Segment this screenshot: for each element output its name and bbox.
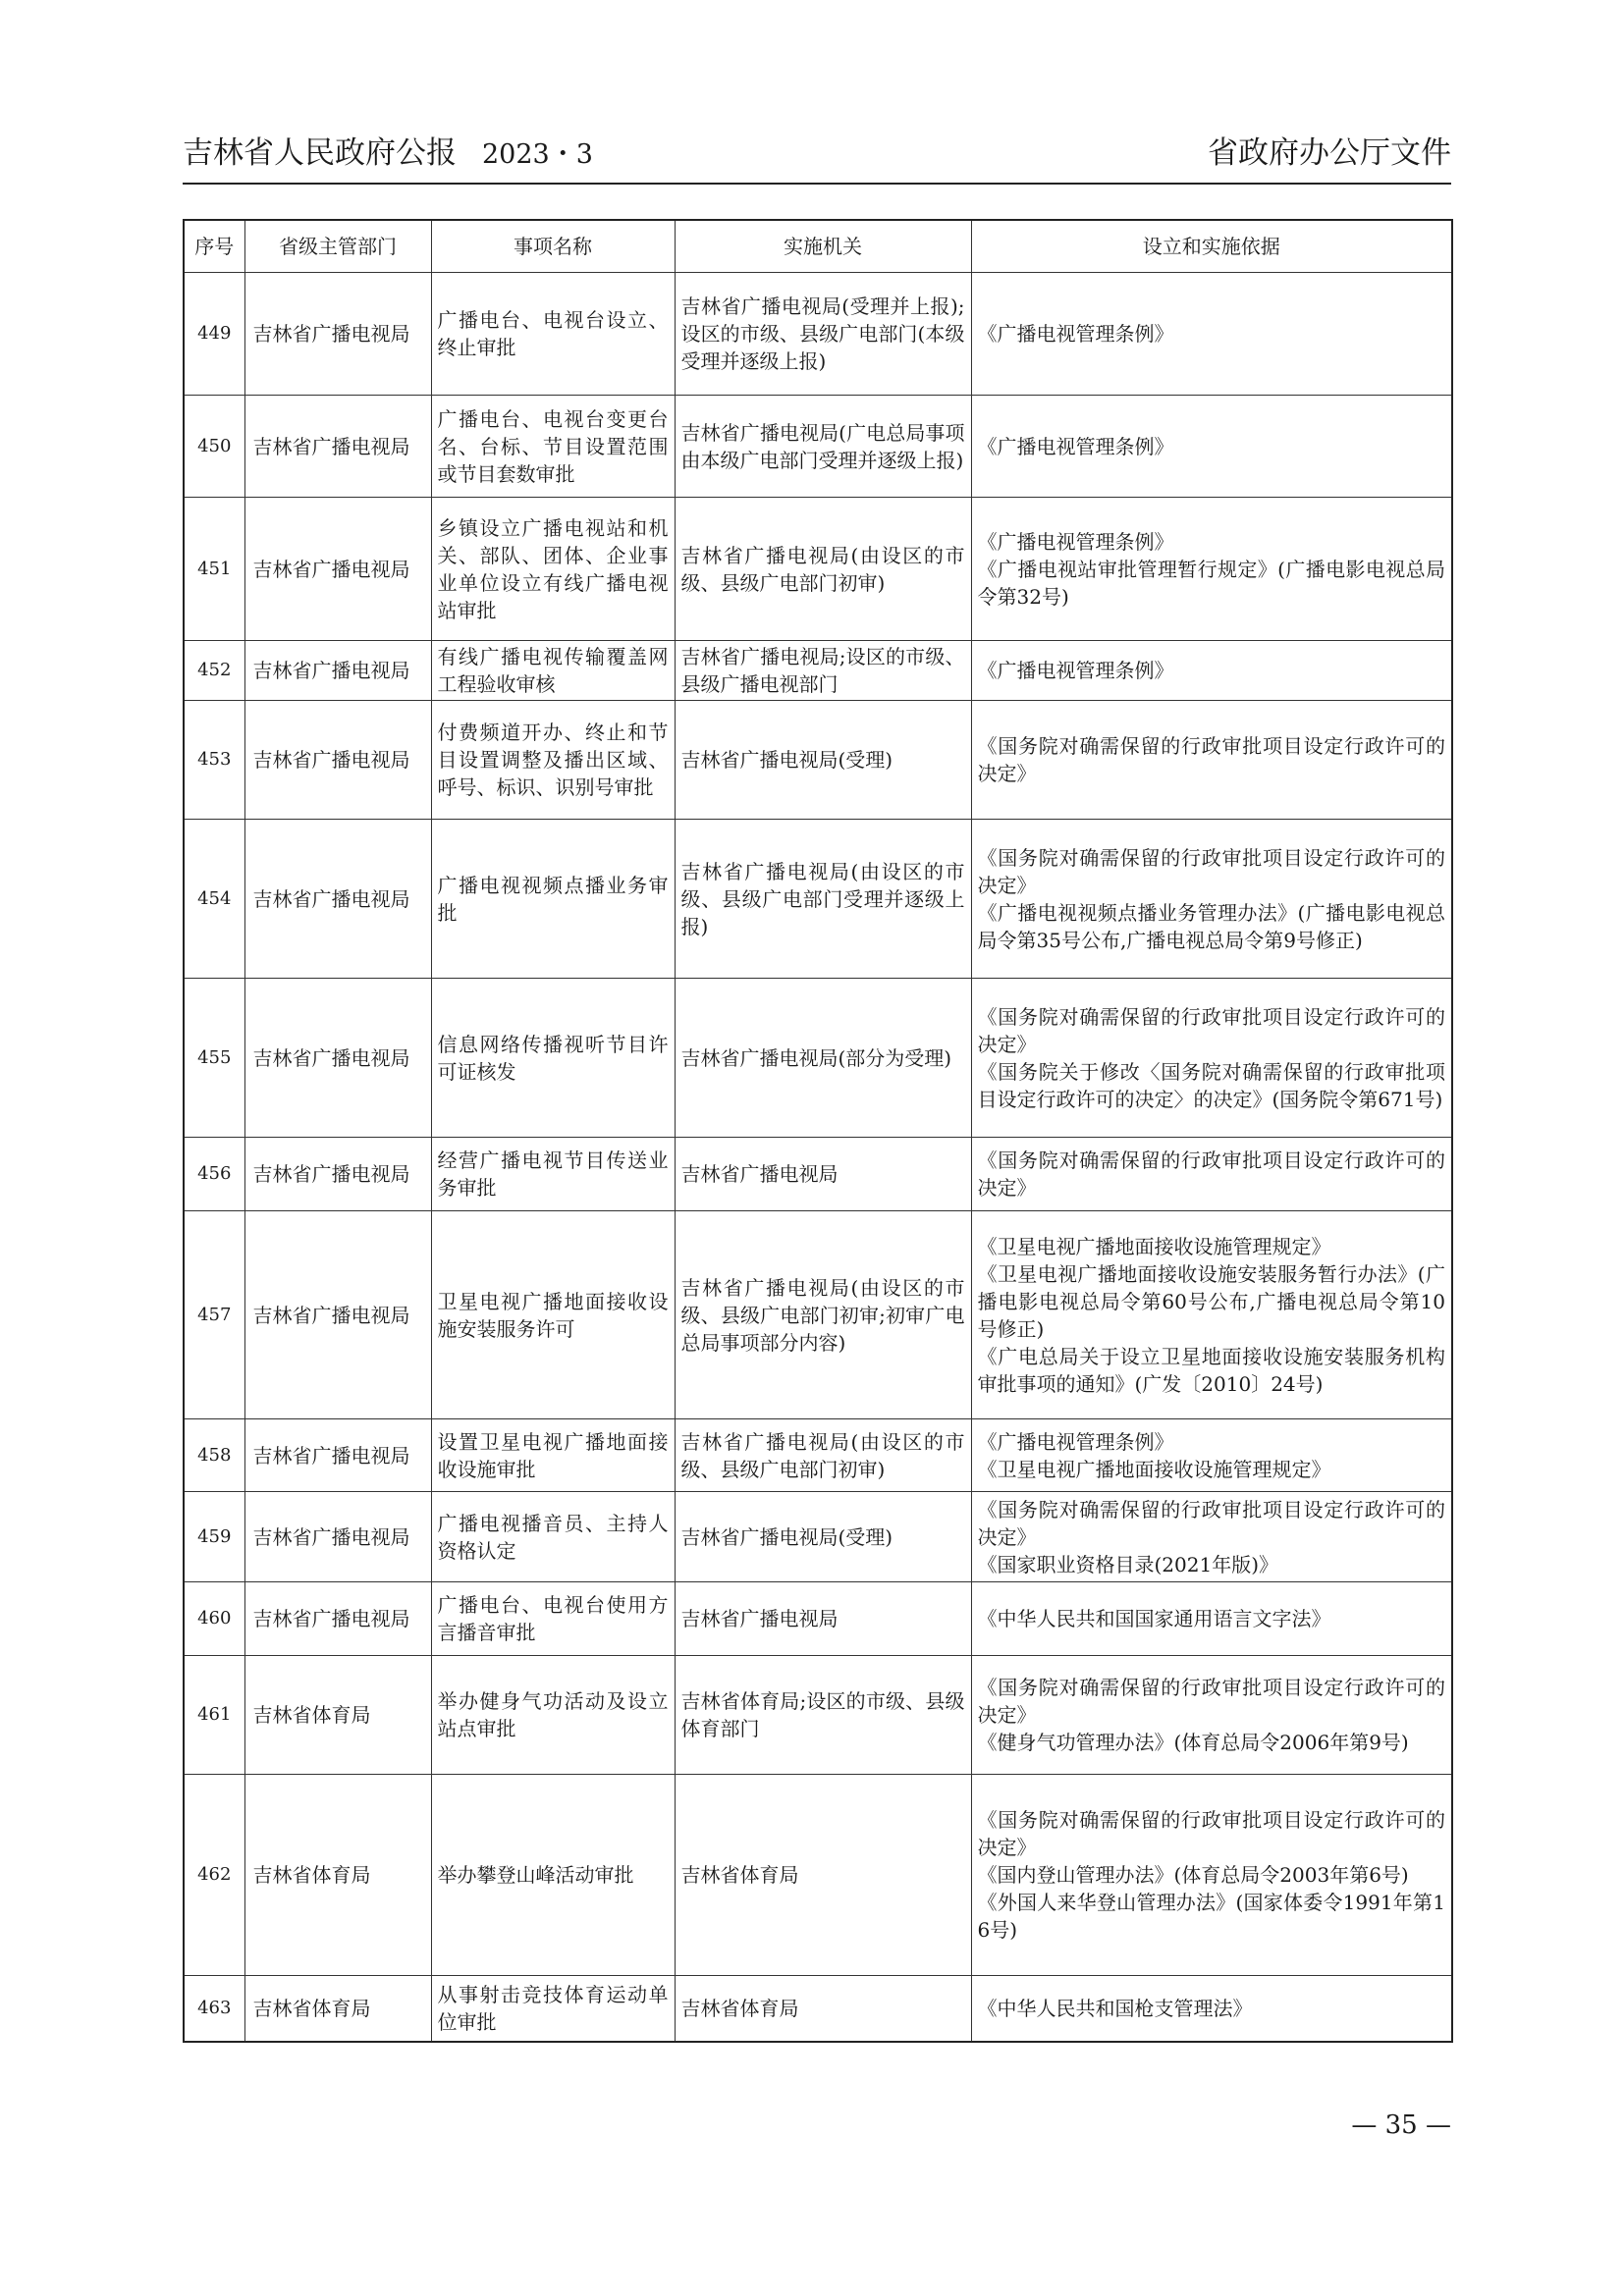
column-header-org: 实施机关 [675,220,971,273]
item-name-cell: 卫星电视广播地面接收设施安装服务许可 [431,1211,675,1419]
table-header-row [184,220,1452,273]
item-name-cell: 有线广播电视传输覆盖网工程验收审核 [431,641,675,701]
department-cell: 吉林省广播电视局 [244,1138,431,1211]
department-cell: 吉林省广播电视局 [244,498,431,641]
legal-basis-cell [971,273,1452,396]
row-number-cell: 449 [184,273,244,396]
column-header-basis: 设立和实施依据 [971,220,1452,273]
department-cell: 吉林省广播电视局 [244,1419,431,1492]
legal-basis-line: 《广播电视管理条例》 [977,1429,1174,1454]
table-body [184,273,1452,2042]
header-rule [183,183,1451,185]
approval-items-table-wrap [183,219,1451,2043]
department-cell: 吉林省广播电视局 [244,641,431,701]
item-name-cell: 乡镇设立广播电视站和机关、部队、团体、企业事业单位设立有线广播电视站审批 [431,498,675,641]
row-number-cell: 460 [184,1582,244,1656]
table-row [184,820,1452,979]
implementing-agency-cell: 吉林省广播电视局(由设区的市级、县级广电部门受理并逐级上报) [675,820,971,979]
approval-items-table [183,219,1453,2043]
legal-basis-line: 《国务院对确需保留的行政审批项目设定行政许可的决定》 [977,1808,1445,1859]
legal-basis-cell [971,1656,1452,1775]
item-name-cell: 从事射击竞技体育运动单位审批 [431,1976,675,2042]
legal-basis-line: 《卫星电视广播地面接收设施管理规定》 [977,1457,1331,1481]
implementing-agency-cell: 吉林省体育局;设区的市级、县级体育部门 [675,1656,971,1775]
item-name-cell: 设置卫星电视广播地面接收设施审批 [431,1419,675,1492]
item-name-cell: 举办攀登山峰活动审批 [431,1775,675,1976]
row-number-cell: 455 [184,979,244,1138]
legal-basis-line: 《国内登山管理办法》(体育总局令2003年第6号) [977,1863,1409,1887]
table-row [184,273,1452,396]
item-name-cell: 广播电台、电视台变更台名、台标、节目设置范围或节目套数审批 [431,396,675,498]
legal-basis-line: 《广播电视视频点播业务管理办法》(广播电影电视总局令第35号公布,广播电视总局令第9号修正) [977,900,1445,952]
issue-number: 2023・3 [482,139,593,170]
column-header-name: 事项名称 [431,220,675,273]
row-number-cell: 451 [184,498,244,641]
legal-basis-line: 《广播电视管理条例》 [977,529,1174,554]
department-cell: 吉林省广播电视局 [244,979,431,1138]
legal-basis-cell [971,498,1452,641]
department-cell: 吉林省体育局 [244,1976,431,2042]
table-row [184,979,1452,1138]
item-name-cell: 广播电台、电视台使用方言播音审批 [431,1582,675,1656]
legal-basis-line: 《卫星电视广播地面接收设施安装服务暂行办法》(广播电影电视总局令第60号公布,广播电视总局令第10号修正) [977,1261,1445,1341]
legal-basis-line: 《中华人民共和国国家通用语言文字法》 [977,1607,1331,1630]
table-row [184,1582,1452,1656]
row-number-cell: 463 [184,1976,244,2042]
legal-basis-cell [971,820,1452,979]
implementing-agency-cell: 吉林省体育局 [675,1775,971,1976]
department-cell: 吉林省体育局 [244,1656,431,1775]
table-row [184,1138,1452,1211]
item-name-cell: 广播电台、电视台设立、终止审批 [431,273,675,396]
legal-basis-cell [971,1976,1452,2042]
legal-basis-cell [971,641,1452,701]
legal-basis-cell [971,1492,1452,1582]
implementing-agency-cell: 吉林省广播电视局(由设区的市级、县级广电部门初审) [675,1419,971,1492]
implementing-agency-cell: 吉林省广播电视局(广电总局事项由本级广电部门受理并逐级上报) [675,396,971,498]
item-name-cell: 信息网络传播视听节目许可证核发 [431,979,675,1138]
legal-basis-line: 《广电总局关于设立卫星地面接收设施安装服务机构审批事项的通知》(广发〔2010〕24号) [977,1344,1445,1396]
legal-basis-line: 《国务院关于修改〈国务院对确需保留的行政审批项目设定行政许可的决定〉的决定》(国务院令第671号) [977,1059,1445,1111]
table-row [184,701,1452,820]
row-number-cell: 462 [184,1775,244,1976]
legal-basis-cell [971,1419,1452,1492]
header-section: 省政府办公厅文件 [1208,135,1451,171]
implementing-agency-cell: 吉林省广播电视局 [675,1138,971,1211]
page-number: — 35 — [1351,2110,1451,2140]
row-number-cell: 456 [184,1138,244,1211]
legal-basis-line: 《中华人民共和国枪支管理法》 [977,1996,1253,2020]
legal-basis-line: 《国务院对确需保留的行政审批项目设定行政许可的决定》 [977,845,1445,897]
department-cell: 吉林省广播电视局 [244,1492,431,1582]
legal-basis-line: 《广播电视管理条例》 [977,659,1174,682]
table-row [184,396,1452,498]
department-cell: 吉林省体育局 [244,1775,431,1976]
header-publication [183,128,593,172]
row-number-cell: 450 [184,396,244,498]
implementing-agency-cell: 吉林省广播电视局(受理) [675,701,971,820]
row-number-cell: 457 [184,1211,244,1419]
department-cell: 吉林省广播电视局 [244,1582,431,1656]
legal-basis-line: 《广播电视管理条例》 [977,434,1174,458]
legal-basis-cell [971,1582,1452,1656]
table-row [184,641,1452,701]
legal-basis-line: 《广播电视站审批管理暂行规定》(广播电影电视总局令第32号) [977,557,1445,609]
legal-basis-line: 《国务院对确需保留的行政审批项目设定行政许可的决定》 [977,1676,1445,1727]
table-row [184,1976,1452,2042]
item-name-cell: 广播电视视频点播业务审批 [431,820,675,979]
legal-basis-cell [971,979,1452,1138]
legal-basis-line: 《健身气功管理办法》(体育总局令2006年第9号) [977,1731,1409,1754]
row-number-cell: 459 [184,1492,244,1582]
implementing-agency-cell: 吉林省广播电视局(部分为受理) [675,979,971,1138]
row-number-cell: 454 [184,820,244,979]
legal-basis-cell [971,1211,1452,1419]
item-name-cell: 付费频道开办、终止和节目设置调整及播出区域、呼号、标识、识别号审批 [431,701,675,820]
table-row [184,1211,1452,1419]
item-name-cell: 广播电视播音员、主持人资格认定 [431,1492,675,1582]
legal-basis-cell [971,1775,1452,1976]
table-row [184,1419,1452,1492]
item-name-cell: 举办健身气功活动及设立站点审批 [431,1656,675,1775]
department-cell: 吉林省广播电视局 [244,701,431,820]
department-cell: 吉林省广播电视局 [244,273,431,396]
legal-basis-line: 《国务院对确需保留的行政审批项目设定行政许可的决定》 [977,1497,1445,1549]
legal-basis-line: 《国家职业资格目录(2021年版)》 [977,1552,1279,1576]
row-number-cell: 453 [184,701,244,820]
column-header-dept: 省级主管部门 [244,220,431,273]
department-cell: 吉林省广播电视局 [244,820,431,979]
column-header-no: 序号 [184,220,244,273]
legal-basis-line: 《国务院对确需保留的行政审批项目设定行政许可的决定》 [977,734,1445,785]
row-number-cell: 452 [184,641,244,701]
legal-basis-cell [971,396,1452,498]
implementing-agency-cell: 吉林省体育局 [675,1976,971,2042]
department-cell: 吉林省广播电视局 [244,396,431,498]
legal-basis-cell [971,701,1452,820]
page-header [183,128,1451,185]
implementing-agency-cell: 吉林省广播电视局(受理并上报);设区的市级、县级广电部门(本级受理并逐级上报) [675,273,971,396]
legal-basis-line: 《国务院对确需保留的行政审批项目设定行政许可的决定》 [977,1148,1445,1200]
publication-name: 吉林省人民政府公报 [183,135,457,171]
table-row [184,1775,1452,1976]
implementing-agency-cell: 吉林省广播电视局;设区的市级、县级广播电视部门 [675,641,971,701]
implementing-agency-cell: 吉林省广播电视局 [675,1582,971,1656]
legal-basis-line: 《外国人来华登山管理办法》(国家体委令1991年第16号) [977,1891,1445,1942]
legal-basis-line: 《卫星电视广播地面接收设施管理规定》 [977,1234,1331,1258]
table-row [184,1656,1452,1775]
row-number-cell: 458 [184,1419,244,1492]
item-name-cell: 经营广播电视节目传送业务审批 [431,1138,675,1211]
legal-basis-cell [971,1138,1452,1211]
row-number-cell: 461 [184,1656,244,1775]
implementing-agency-cell: 吉林省广播电视局(受理) [675,1492,971,1582]
implementing-agency-cell: 吉林省广播电视局(由设区的市级、县级广电部门初审) [675,498,971,641]
legal-basis-line: 《国务院对确需保留的行政审批项目设定行政许可的决定》 [977,1004,1445,1056]
table-row [184,1492,1452,1582]
implementing-agency-cell: 吉林省广播电视局(由设区的市级、县级广电部门初审;初审广电总局事项部分内容) [675,1211,971,1419]
legal-basis-line: 《广播电视管理条例》 [977,322,1174,346]
department-cell: 吉林省广播电视局 [244,1211,431,1419]
table-row [184,498,1452,641]
